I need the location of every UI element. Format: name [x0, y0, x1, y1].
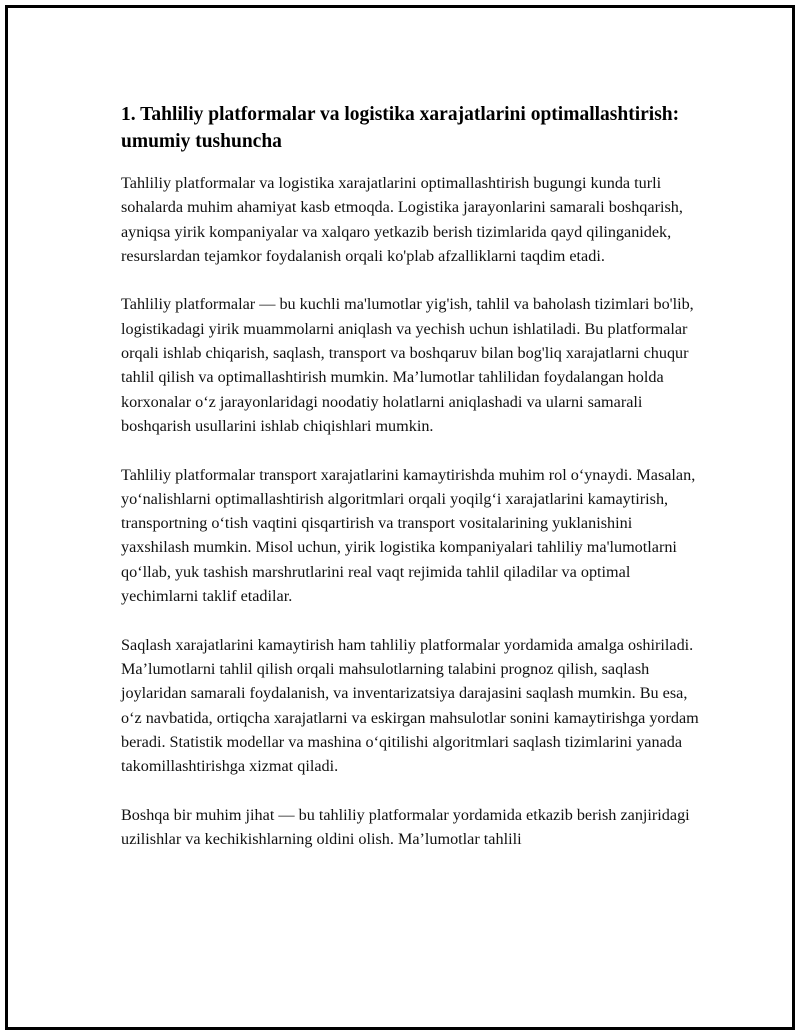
page-frame: [5, 5, 795, 1030]
paragraph-platforms: Tahliliy platformalar — bu kuchli ma'lumotlar yig'ish, tahlil va baholash tizimlari bo'lib, logistikadagi yirik muammolarni aniqlash va yechish uchun ishlatiladi. Bu platformalar orqali ishlab chiqarish, saqlash, transport va boshqaruv bilan bog'liq xarajatlarni chuqur tahlil qilish va optimallashtirish mumkin. Ma’lumotlar tahlilidan foydalangan holda korxonalar o‘z jarayonlaridagi noodatiy holatlarni aniqlashadi va ularni samarali boshqarish usullarini ishlab chiqishlari mumkin.: [121, 295, 694, 435]
paragraph-supply-chain: Boshqa bir muhim jihat — bu tahliliy platformalar yordamida etkazib berish zanjiridagi uzilishlar va kechikishlarning oldini olish. Ma’lumotlar tahlili: [121, 805, 690, 849]
paragraph-storage: Saqlash xarajatlarini kamaytirish ham tahliliy platformalar yordamida amalga oshiriladi. Ma’lumotlarni tahlil qilish orqali mahsulotlarning talabini prognoz qilish, saqlash joylaridan samarali foydalanish, va inventarizatsiya darajasini saqlash mumkin. Bu esa, o‘z navbatida, ortiqcha xarajatlarni va eskirgan mahsulotlar sonini kamaytirishga yordam beradi. Statistik modellar va mashina o‘qitilishi algoritmlari saqlash tizimlarini yanada takomillashtirishga xizmat qiladi.: [121, 635, 699, 776]
paragraph-transport: Tahliliy platformalar transport xarajatlarini kamaytirishda muhim rol o‘ynaydi. Masalan, yo‘nalishlarni optimallashtirish algoritmlari orqali yoqilg‘i xarajatlarini kamaytirish, transportning o‘tish vaqtini qisqartirish va transport vositalarining yuklanishini yaxshilash mumkin. Misol uchun, yirik logistika kompaniyalari tahliliy ma'lumotlarni qo‘llab, yuk tashish marshrutlarini real vaqt rejimida tahlil qiladilar va optimal yechimlarni taklif etadilar.: [121, 465, 696, 606]
paragraph-intro: Tahliliy platformalar va logistika xarajatlarini optimallashtirish bugungi kunda turli sohalarda muhim ahamiyat kasb etmoqda. Logistika jarayonlarini samarali boshqarish, ayniqsa yirik kompaniyalar va xalqaro yetkazib berish tizimlarida qayd qilinganidek, resurslardan tejamkor foydalanish orqali ko'plab afzalliklarni taqdim etadi.: [121, 174, 683, 265]
document-body: [121, 101, 703, 876]
section-heading: 1. Tahliliy platformalar va logistika xarajatlarini optimallashtirish: umumiy tushuncha: [121, 104, 680, 152]
